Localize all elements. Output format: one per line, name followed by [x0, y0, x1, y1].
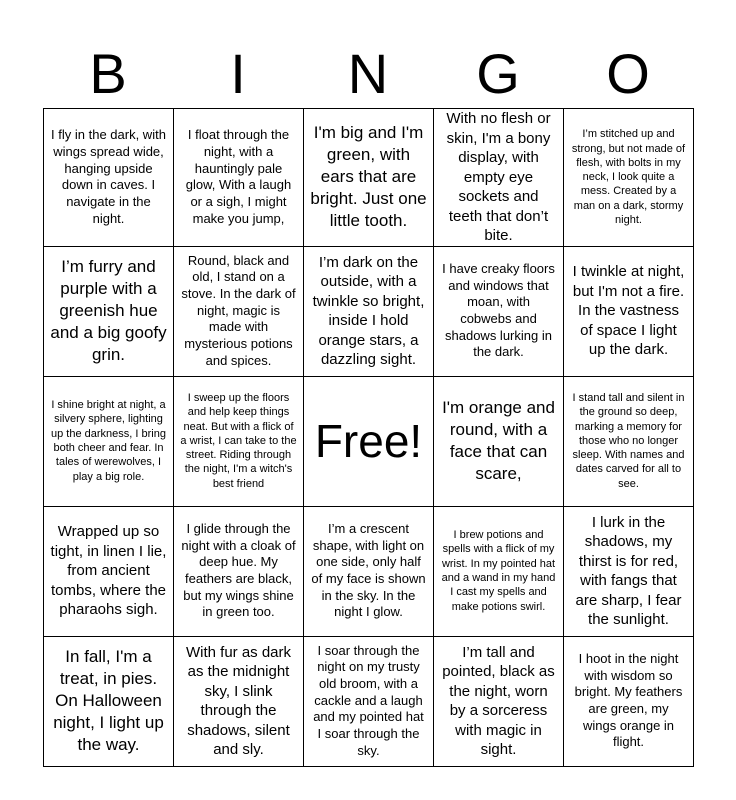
- bingo-cell[interactable]: I’m furry and purple with a greenish hue and a big goofy grin.: [44, 246, 174, 376]
- bingo-cell[interactable]: I stand tall and silent in the ground so deep, marking a memory for those who no longer sleep. With names and dates carved for all to see.: [564, 376, 694, 506]
- bingo-cell[interactable]: I fly in the dark, with wings spread wide, hanging upside down in caves. I navigate in the night.: [44, 109, 174, 247]
- bingo-cell[interactable]: I lurk in the shadows, my thirst is for red, with fangs that are sharp, I fear the sunlight.: [564, 506, 694, 636]
- bingo-header: [43, 40, 693, 108]
- grid-row: [44, 376, 694, 506]
- grid-row: [44, 109, 694, 247]
- bingo-cell[interactable]: I float through the night, with a hauntingly pale glow, With a laugh or a sigh, I might make you jump,: [174, 109, 304, 247]
- header-letter-i: I: [230, 42, 246, 105]
- bingo-cell[interactable]: I hoot in the night with wisdom so bright. My feathers are green, my wings orange in flight.: [564, 636, 694, 766]
- bingo-grid: [43, 108, 694, 767]
- header-letter-g: G: [476, 42, 520, 105]
- bingo-cell[interactable]: I glide through the night with a cloak of deep hue. My feathers are black, but my wings shine in green too.: [174, 506, 304, 636]
- header-letter-b: B: [89, 42, 127, 105]
- bingo-cell[interactable]: In fall, I'm a treat, in pies. On Halloween night, I light up the way.: [44, 636, 174, 766]
- bingo-cell[interactable]: I twinkle at night, but I'm not a fire. In the vastness of space I light up the dark.: [564, 246, 694, 376]
- grid-row: [44, 506, 694, 636]
- bingo-cell[interactable]: I sweep up the floors and help keep things neat. But with a flick of a wrist, I can take to the street. Riding through the night, I'm a witch's best friend: [174, 376, 304, 506]
- bingo-cell[interactable]: I shine bright at night, a silvery sphere, lighting up the darkness, I bring both cheer and fear. In tales of werewolves, I play a big role.: [44, 376, 174, 506]
- bingo-cell[interactable]: With fur as dark as the midnight sky, I slink through the shadows, silent and sly.: [174, 636, 304, 766]
- header-letter-n: N: [347, 42, 389, 105]
- bingo-cell[interactable]: I'm orange and round, with a face that can scare,: [434, 376, 564, 506]
- bingo-cell[interactable]: I’m stitched up and strong, but not made of flesh, with bolts in my neck, I look quite a mess. Created by a man on a dark, stormy night.: [564, 109, 694, 247]
- grid-row: [44, 636, 694, 766]
- bingo-cell[interactable]: I'm big and I'm green, with ears that are bright. Just one little tooth.: [304, 109, 434, 247]
- free-space-cell[interactable]: Free!: [304, 376, 434, 506]
- bingo-cell[interactable]: Round, black and old, I stand on a stove. In the dark of night, magic is made with mysterious potions and spices.: [174, 246, 304, 376]
- bingo-cell[interactable]: I brew potions and spells with a flick of my wrist. In my pointed hat and a wand in my hand I cast my spells and make potions swirl.: [434, 506, 564, 636]
- bingo-cell[interactable]: I’m dark on the outside, with a twinkle so bright, inside I hold orange stars, a dazzling sight.: [304, 246, 434, 376]
- bingo-cell[interactable]: Wrapped up so tight, in linen I lie, from ancient tombs, where the pharaohs sigh.: [44, 506, 174, 636]
- header-letter-o: O: [606, 42, 650, 105]
- bingo-cell[interactable]: I’m a crescent shape, with light on one side, only half of my face is shown in the sky. In the night I glow.: [304, 506, 434, 636]
- grid-row: [44, 246, 694, 376]
- bingo-cell[interactable]: With no flesh or skin, I'm a bony display, with empty eye sockets and teeth that don’t bite.: [434, 109, 564, 247]
- bingo-cell[interactable]: I soar through the night on my trusty old broom, with a cackle and a laugh and my pointed hat I soar through the sky.: [304, 636, 434, 766]
- bingo-cell[interactable]: I’m tall and pointed, black as the night, worn by a sorceress with magic in sight.: [434, 636, 564, 766]
- bingo-cell[interactable]: I have creaky floors and windows that moan, with cobwebs and shadows lurking in the dark.: [434, 246, 564, 376]
